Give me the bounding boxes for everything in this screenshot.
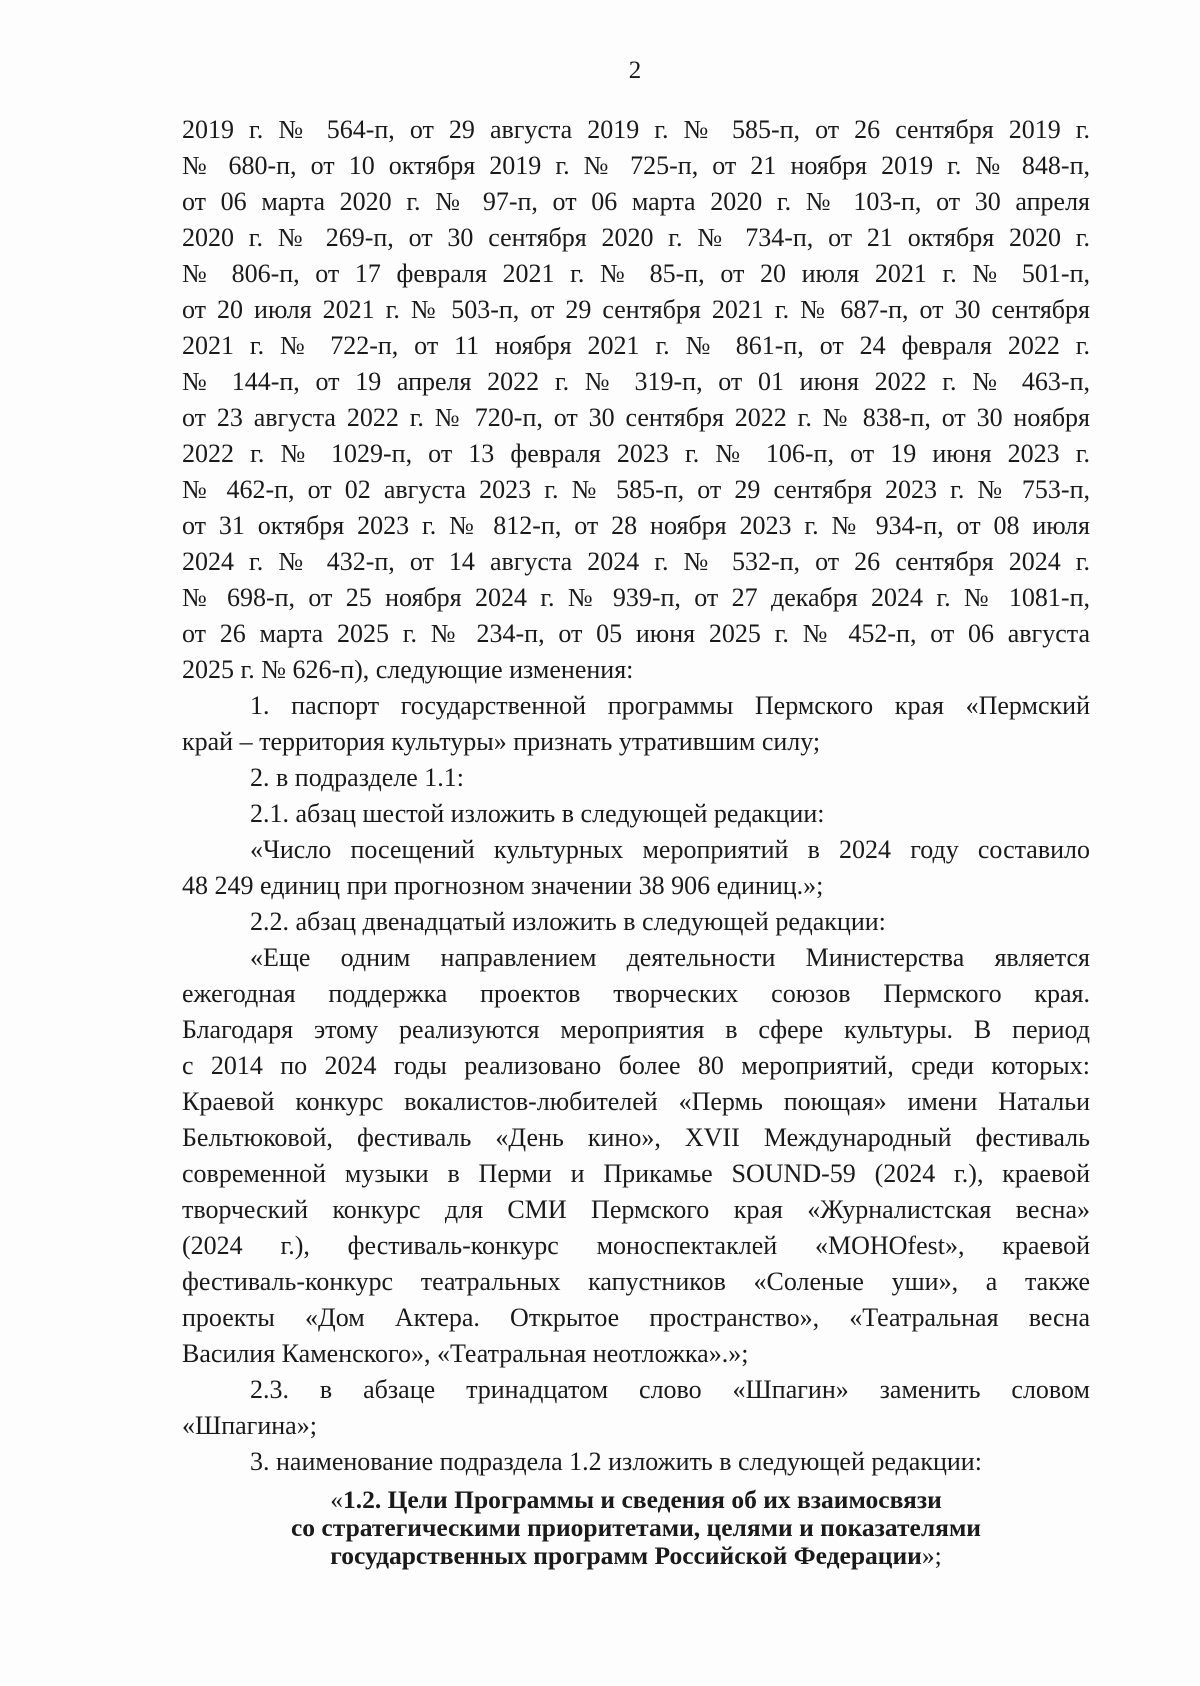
open-quote: «: [330, 1485, 343, 1514]
list-item-2-3: 2.3. в абзаце тринадцатом слово «Шпагин» заменить словом: [250, 1375, 1090, 1404]
text-line: № 462-п, от 02 августа 2023 г. № 585-п, от 29 сентября 2023 г. № 753-п,: [182, 475, 1090, 504]
heading-text: со стратегическими приоритетами, целями и показателями: [290, 1513, 982, 1542]
heading-text: 1.2. Цели Программы и сведения об их взаимосвязи: [342, 1485, 942, 1514]
text-line: № 698-п, от 25 ноября 2024 г. № 939-п, от 27 декабря 2024 г. № 1081-п,: [182, 583, 1090, 612]
text-line: от 31 октября 2023 г. № 812-п, от 28 ноября 2023 г. № 934-п, от 08 июля: [182, 511, 1090, 540]
text-line: край – территория культуры» признать утратившим силу;: [182, 727, 821, 756]
quote-line: с 2014 по 2024 годы реализовано более 80 мероприятий, среди которых:: [182, 1051, 1090, 1080]
text-line: 2021 г. № 722-п, от 11 ноября 2021 г. № 861-п, от 24 февраля 2022 г.: [182, 331, 1090, 360]
section-heading: [182, 1486, 1090, 1570]
text-line: 2022 г. № 1029-п, от 13 февраля 2023 г. № 106-п, от 19 июня 2023 г.: [182, 439, 1090, 468]
list-item-1: 1. паспорт государственной программы Пермского края «Пермский: [250, 691, 1090, 720]
text-line: 2024 г. № 432-п, от 14 августа 2024 г. № 532-п, от 26 сентября 2024 г.: [182, 547, 1090, 576]
quote-line: современной музыки в Перми и Прикамье SOUND-59 (2024 г.), краевой: [182, 1159, 1090, 1188]
heading-line-3: [182, 1542, 1090, 1570]
text-line: «Шпагина»;: [182, 1411, 317, 1440]
list-item-3: 3. наименование подраздела 1.2 изложить в следующей редакции:: [250, 1447, 982, 1476]
quote-line: «Число посещений культурных мероприятий в 2024 году составило: [250, 835, 1090, 864]
text-line: 2025 г. № 626-п), следующие изменения:: [182, 655, 634, 684]
quote-line: ежегодная поддержка проектов творческих союзов Пермского края.: [182, 979, 1090, 1008]
text-line: № 806-п, от 17 февраля 2021 г. № 85-п, от 20 июля 2021 г. № 501-п,: [182, 259, 1090, 288]
body-text: [182, 112, 1090, 1480]
quote-line: фестиваль-конкурс театральных капустников «Соленые уши», а также: [182, 1267, 1090, 1296]
quote-line: «Еще одним направлением деятельности Министерства является: [250, 943, 1090, 972]
quote-line: Благодаря этому реализуются мероприятия в сфере культуры. В период: [182, 1015, 1090, 1044]
text-line: 2020 г. № 269-п, от 30 сентября 2020 г. № 734-п, от 21 октября 2020 г.: [182, 223, 1090, 252]
close-quote: »;: [921, 1541, 942, 1570]
quote-line: Краевой конкурс вокалистов-любителей «Пермь поющая» имени Натальи: [182, 1087, 1090, 1116]
quote-line: (2024 г.), фестиваль-конкурс моноспектаклей «МОНОfest», краевой: [182, 1231, 1090, 1260]
quote-line: Василия Каменского», «Театральная неотложка».»;: [182, 1339, 749, 1368]
text-line: № 680-п, от 10 октября 2019 г. № 725-п, от 21 ноября 2019 г. № 848-п,: [182, 151, 1090, 180]
list-item-2-1: 2.1. абзац шестой изложить в следующей редакции:: [250, 799, 825, 828]
quote-line: Бельтюковой, фестиваль «День кино», XVII Международный фестиваль: [182, 1123, 1090, 1152]
text-line: от 20 июля 2021 г. № 503-п, от 29 сентября 2021 г. № 687-п, от 30 сентября: [182, 295, 1090, 324]
page-number: 2: [628, 57, 642, 84]
quote-line: проекты «Дом Актера. Открытое пространство», «Театральная весна: [182, 1303, 1090, 1332]
quote-line: творческий конкурс для СМИ Пермского края «Журналистская весна»: [182, 1195, 1090, 1224]
heading-line-1: [182, 1486, 1090, 1514]
text-line: от 23 августа 2022 г. № 720-п, от 30 сентября 2022 г. № 838-п, от 30 ноября: [182, 403, 1090, 432]
heading-text: государственных программ Российской Федерации: [330, 1541, 922, 1570]
list-item-2: 2. в подразделе 1.1:: [250, 763, 465, 792]
text-line: от 26 марта 2025 г. № 234-п, от 05 июня 2025 г. № 452-п, от 06 августа: [182, 619, 1090, 648]
text-line: 2019 г. № 564-п, от 29 августа 2019 г. № 585-п, от 26 сентября 2019 г.: [182, 115, 1090, 144]
list-item-2-2: 2.2. абзац двенадцатый изложить в следующей редакции:: [250, 907, 886, 936]
text-line: № 144-п, от 19 апреля 2022 г. № 319-п, от 01 июня 2022 г. № 463-п,: [182, 367, 1090, 396]
text-line: от 06 марта 2020 г. № 97-п, от 06 марта 2020 г. № 103-п, от 30 апреля: [182, 187, 1090, 216]
quote-line: 48 249 единиц при прогнозном значении 38 906 единиц.»;: [182, 871, 824, 900]
heading-line-2: [182, 1514, 1090, 1542]
